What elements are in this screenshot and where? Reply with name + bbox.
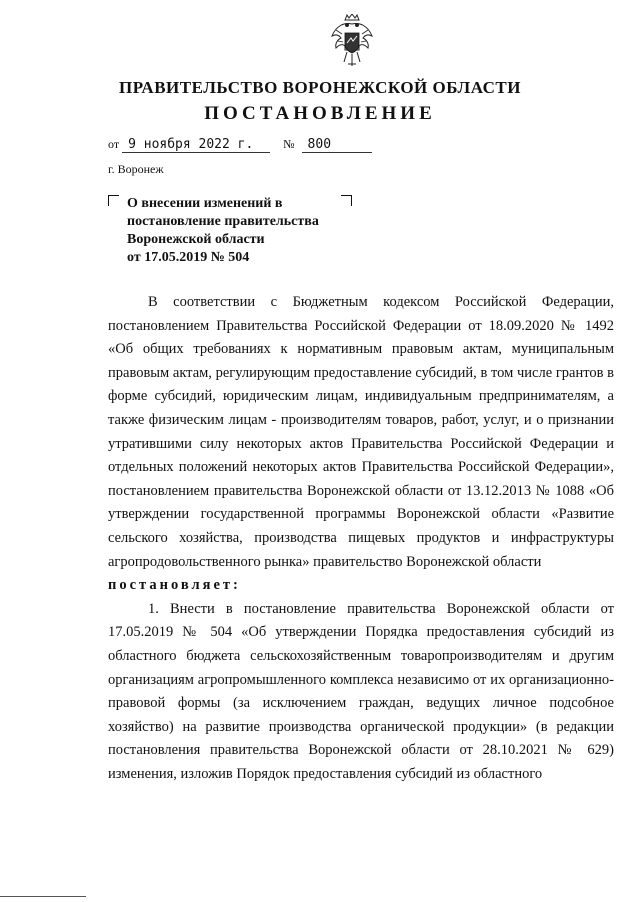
voronezh-coat-of-arms-icon <box>330 14 374 70</box>
subject-line: Воронежской области <box>127 232 265 247</box>
document-date: 9 ноября 2022 г. <box>122 138 270 153</box>
subject-corner-left <box>108 195 119 206</box>
footnote-separator <box>0 896 86 897</box>
resolves-word: постановляет: <box>108 577 241 594</box>
organization-title: ПРАВИТЕЛЬСТВО ВОРОНЕЖСКОЙ ОБЛАСТИ <box>118 78 521 97</box>
date-prefix: от <box>108 137 120 151</box>
document-number: 800 <box>302 138 372 153</box>
number-sign: № <box>283 137 295 151</box>
document-type-title: ПОСТАНОВЛЕНИЕ <box>204 103 436 124</box>
date-number-line <box>108 137 372 153</box>
body-paragraph-item-1: 1. Внести в постановление правительства Воронежской области от 17.05.2019 № 504 «Об утверждении Порядка предоставления субсидий из областного бюджета сельскохозяйственным товаропроизводителям и другим организациям агропромышленного комплекса независимо от их организационно-правовой формы (за исключением граждан, ведущих личное подсобное хозяйство) на развитие производства органической продукции» (в редакции постановления правительства Воронежской области от 28.10.2021 № 629) изменения, изложив Порядок предоставления субсидий из областного <box>108 600 614 782</box>
subject-line: О внесении изменений в <box>127 196 283 211</box>
document-body <box>108 291 614 786</box>
body-paragraph-preamble: В соответствии с Бюджетным кодексом Российской Федерации, постановлением Правительства Российской Федерации от 18.09.2020 № 1492 «Об общих требованиях к нормативным правовым актам, муниципальным правовым актам, регулирующим предоставление субсидий, в том числе грантов в форме субсидий, юридическим лицам, индивидуальным предпринимателям, а также физическим лицам - производителям товаров, работ, услуг, и о признании утратившими силу некоторых актов Правительства Российской Федерации и отдельных положений некоторых актов Правительства Российской Федерации», постановлением правительства Воронежской области от 13.12.2013 № 1088 «Об утверждении государственной программы Воронежской области «Развитие сельского хозяйства, производства пищевых продуктов и инфраструктуры агропродовольственного рынка» правительство Воронежской области <box>108 294 614 570</box>
city-label: г. Воронеж <box>108 162 164 176</box>
document-subject <box>127 195 347 267</box>
subject-line: от 17.05.2019 № 504 <box>127 250 250 265</box>
subject-line: постановление правительства <box>127 214 319 229</box>
